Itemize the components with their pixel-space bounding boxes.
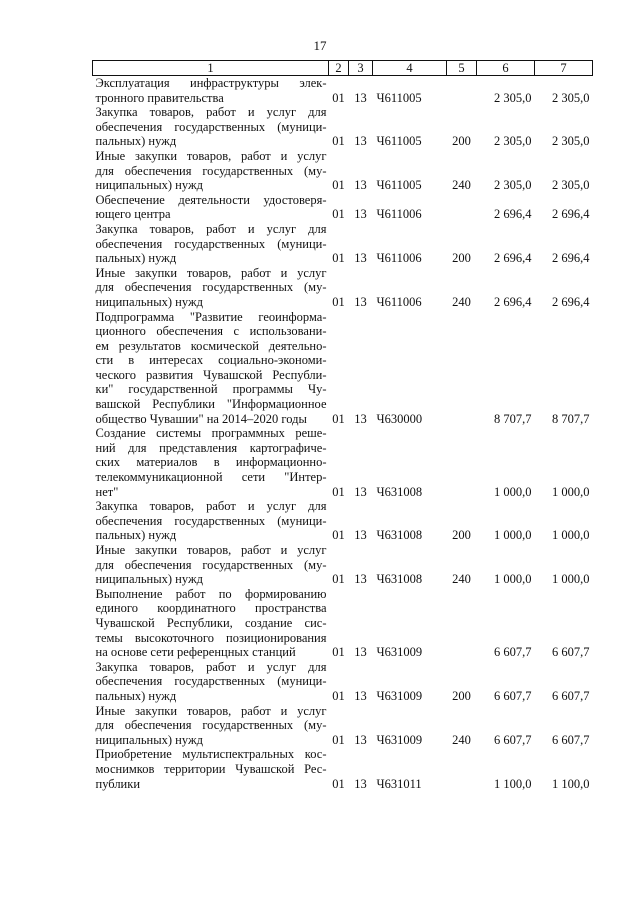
table-row	[93, 310, 593, 427]
row-amount-1: 1 000,0	[494, 572, 532, 587]
row-amount-1: 2 305,0	[494, 90, 532, 105]
row-amount-2: 8 707,7	[552, 411, 590, 426]
row-description	[93, 193, 329, 222]
description-line: Иные закупки товаров, работ и услуг	[95, 148, 327, 163]
row-code-section: 01	[332, 251, 345, 266]
row-code-subsection: 13	[354, 178, 367, 193]
row-amount-2: 6 607,7	[552, 688, 590, 703]
description-line: Закупка товаров, работ и услуг для	[95, 105, 327, 120]
row-amount-2: 2 696,4	[552, 294, 590, 309]
column-header-6: 6	[477, 61, 535, 76]
row-expense-type: 200	[452, 688, 471, 703]
row-target-article: Ч611005	[376, 90, 422, 105]
row-amount-2: 6 607,7	[552, 732, 590, 747]
row-code-subsection: 13	[354, 688, 367, 703]
row-description	[93, 105, 329, 149]
description-line: ниципальных) нужд	[95, 294, 203, 309]
row-code-section: 01	[332, 207, 345, 222]
row-code-section: 01	[332, 411, 345, 426]
row-amount-2: 2 696,4	[552, 251, 590, 266]
row-code-section: 01	[332, 484, 345, 499]
row-description	[93, 222, 329, 266]
table-row	[93, 499, 593, 543]
row-code-section: 01	[332, 134, 345, 149]
row-amount-1: 2 305,0	[494, 178, 532, 193]
description-line: ниципальных) нужд	[95, 572, 203, 587]
row-target-article: Ч611006	[376, 207, 422, 222]
description-line: ющего центра	[95, 207, 171, 222]
row-code-section: 01	[332, 528, 345, 543]
row-code-subsection: 13	[354, 134, 367, 149]
row-amount-2: 2 305,0	[552, 134, 590, 149]
row-amount-2: 2 305,0	[552, 90, 590, 105]
description-line: обеспечения государственных (муници-	[95, 513, 327, 528]
table-row	[93, 587, 593, 660]
description-line: Закупка товаров, работ и услуг для	[95, 221, 327, 236]
row-amount-2: 1 000,0	[552, 484, 590, 499]
row-description	[93, 747, 329, 791]
description-line: для обеспечения государственных (му-	[95, 280, 327, 295]
description-line: пальных) нужд	[95, 251, 177, 266]
row-target-article: Ч631008	[376, 528, 423, 543]
description-line: ских материалов в информационно-	[95, 455, 327, 470]
row-expense-type: 200	[452, 528, 471, 543]
page-number: 17	[313, 38, 327, 53]
row-description	[93, 76, 329, 106]
description-line: обеспечения государственных (муници-	[95, 674, 327, 689]
description-line: ческого развития Чувашской Республи-	[95, 367, 327, 382]
table-body	[93, 76, 593, 792]
description-line: ниципальных) нужд	[95, 732, 203, 747]
table-row	[93, 426, 593, 499]
row-code-section: 01	[332, 645, 345, 660]
table-row	[93, 193, 593, 222]
description-line: Иные закупки товаров, работ и услуг	[95, 265, 327, 280]
row-amount-1: 6 607,7	[494, 645, 532, 660]
description-line: Иные закупки товаров, работ и услуг	[95, 703, 327, 718]
row-code-section: 01	[332, 688, 345, 703]
row-amount-1: 2 696,4	[494, 294, 532, 309]
row-amount-1: 8 707,7	[494, 411, 532, 426]
table-row	[93, 747, 593, 791]
description-line: Эксплуатация инфраструктуры элек-	[95, 76, 327, 90]
row-code-section: 01	[332, 776, 345, 791]
row-description	[93, 499, 329, 543]
row-expense-type: 240	[452, 732, 471, 747]
description-line: Чувашской Республики, создание сис-	[95, 615, 327, 630]
description-line: единого координатного пространства	[95, 601, 327, 616]
table-row	[93, 76, 593, 106]
row-amount-2: 1 100,0	[552, 776, 590, 791]
row-code-subsection: 13	[354, 411, 367, 426]
row-code-subsection: 13	[354, 528, 367, 543]
row-target-article: Ч611006	[376, 294, 422, 309]
description-line: Подпрограмма "Развитие геоинформа-	[95, 309, 327, 324]
row-amount-2: 2 305,0	[552, 178, 590, 193]
row-amount-1: 6 607,7	[494, 732, 532, 747]
description-line: Закупка товаров, работ и услуг для	[95, 659, 327, 674]
row-expense-type: 240	[452, 572, 471, 587]
row-target-article: Ч611006	[376, 251, 422, 266]
row-expense-type	[447, 587, 477, 660]
description-line: Создание системы программных реше-	[95, 426, 327, 441]
row-amount-1: 1 100,0	[494, 776, 532, 791]
description-line: ний для представления картографиче-	[95, 440, 327, 455]
description-line: ки" государственной программы Чу-	[95, 382, 327, 397]
description-line: пальных) нужд	[95, 688, 177, 703]
row-code-section: 01	[332, 294, 345, 309]
row-target-article: Ч631008	[376, 572, 423, 587]
description-line: для обеспечения государственных (му-	[95, 163, 327, 178]
description-line: Иные закупки товаров, работ и услуг	[95, 543, 327, 557]
row-expense-type	[447, 426, 477, 499]
column-header-1: 1	[93, 61, 329, 76]
row-target-article: Ч630000	[376, 411, 423, 426]
row-description	[93, 266, 329, 310]
row-expense-type	[447, 76, 477, 106]
description-line: общество Чувашии" на 2014–2020 годы	[95, 411, 307, 426]
table-row	[93, 149, 593, 193]
row-code-subsection: 13	[354, 732, 367, 747]
table-row	[93, 222, 593, 266]
row-description	[93, 543, 329, 587]
row-code-subsection: 13	[354, 572, 367, 587]
row-code-subsection: 13	[354, 776, 367, 791]
row-amount-1: 2 696,4	[494, 251, 532, 266]
row-code-section: 01	[332, 178, 345, 193]
row-description	[93, 426, 329, 499]
row-target-article: Ч631009	[376, 645, 423, 660]
column-header-7: 7	[535, 61, 593, 76]
row-amount-1: 2 305,0	[494, 134, 532, 149]
row-expense-type	[447, 310, 477, 427]
table-row	[93, 543, 593, 587]
description-line: телекоммуникационной сети "Интер-	[95, 470, 327, 485]
row-amount-2: 2 696,4	[552, 207, 590, 222]
row-expense-type	[447, 193, 477, 222]
description-line: обеспечения государственных (муници-	[95, 119, 327, 134]
row-description	[93, 310, 329, 427]
row-code-section: 01	[332, 572, 345, 587]
row-expense-type	[447, 747, 477, 791]
description-line: Выполнение работ по формированию	[95, 586, 327, 601]
description-line: Обеспечение деятельности удостоверя-	[95, 192, 327, 207]
description-line: сти в интересах социально-экономи-	[95, 353, 327, 368]
budget-table	[92, 60, 593, 791]
description-line: нет"	[95, 484, 119, 499]
description-line: на основе сети референцных станций	[95, 645, 296, 660]
row-code-subsection: 13	[354, 645, 367, 660]
row-code-section: 01	[332, 732, 345, 747]
column-header-4: 4	[373, 61, 447, 76]
description-line: пальных) нужд	[95, 134, 177, 149]
table-row	[93, 266, 593, 310]
description-line: публики	[95, 776, 141, 791]
column-header-2: 2	[329, 61, 349, 76]
column-header-3: 3	[349, 61, 373, 76]
table-header	[93, 61, 593, 76]
description-line: ционного обеспечения с использовани-	[95, 324, 327, 339]
description-line: Приобретение мультиспектральных кос-	[95, 747, 327, 762]
row-target-article: Ч631008	[376, 484, 423, 499]
row-description	[93, 149, 329, 193]
row-code-subsection: 13	[354, 294, 367, 309]
description-line: обеспечения государственных (муници-	[95, 236, 327, 251]
description-line: вашской Республики "Информационное	[95, 397, 327, 412]
table-row	[93, 660, 593, 704]
description-line: ниципальных) нужд	[95, 178, 203, 193]
row-description	[93, 704, 329, 748]
row-expense-type: 200	[452, 251, 471, 266]
description-line: темы высокоточного позиционирования	[95, 630, 327, 645]
row-expense-type: 200	[452, 134, 471, 149]
description-line: Закупка товаров, работ и услуг для	[95, 499, 327, 514]
description-line: тронного правительства	[95, 90, 224, 105]
row-amount-1: 1 000,0	[494, 528, 532, 543]
column-header-5: 5	[447, 61, 477, 76]
row-target-article: Ч611005	[376, 134, 422, 149]
row-target-article: Ч611005	[376, 178, 422, 193]
row-expense-type: 240	[452, 294, 471, 309]
description-line: пальных) нужд	[95, 528, 177, 543]
description-line: моснимков территории Чувашской Рес-	[95, 761, 327, 776]
table-row	[93, 704, 593, 748]
row-target-article: Ч631009	[376, 732, 423, 747]
row-amount-1: 2 696,4	[494, 207, 532, 222]
row-amount-1: 6 607,7	[494, 688, 532, 703]
row-amount-2: 6 607,7	[552, 645, 590, 660]
row-code-subsection: 13	[354, 207, 367, 222]
row-code-subsection: 13	[354, 251, 367, 266]
description-line: ем результатов космической деятельно-	[95, 338, 327, 353]
row-amount-1: 1 000,0	[494, 484, 532, 499]
row-description	[93, 660, 329, 704]
row-target-article: Ч631009	[376, 688, 423, 703]
row-description	[93, 587, 329, 660]
row-code-section: 01	[332, 90, 345, 105]
row-target-article: Ч631011	[376, 776, 422, 791]
table-row	[93, 105, 593, 149]
description-line: для обеспечения государственных (му-	[95, 718, 327, 733]
row-amount-2: 1 000,0	[552, 528, 590, 543]
row-code-subsection: 13	[354, 484, 367, 499]
row-amount-2: 1 000,0	[552, 572, 590, 587]
row-code-subsection: 13	[354, 90, 367, 105]
description-line: для обеспечения государственных (му-	[95, 557, 327, 572]
row-expense-type: 240	[452, 178, 471, 193]
